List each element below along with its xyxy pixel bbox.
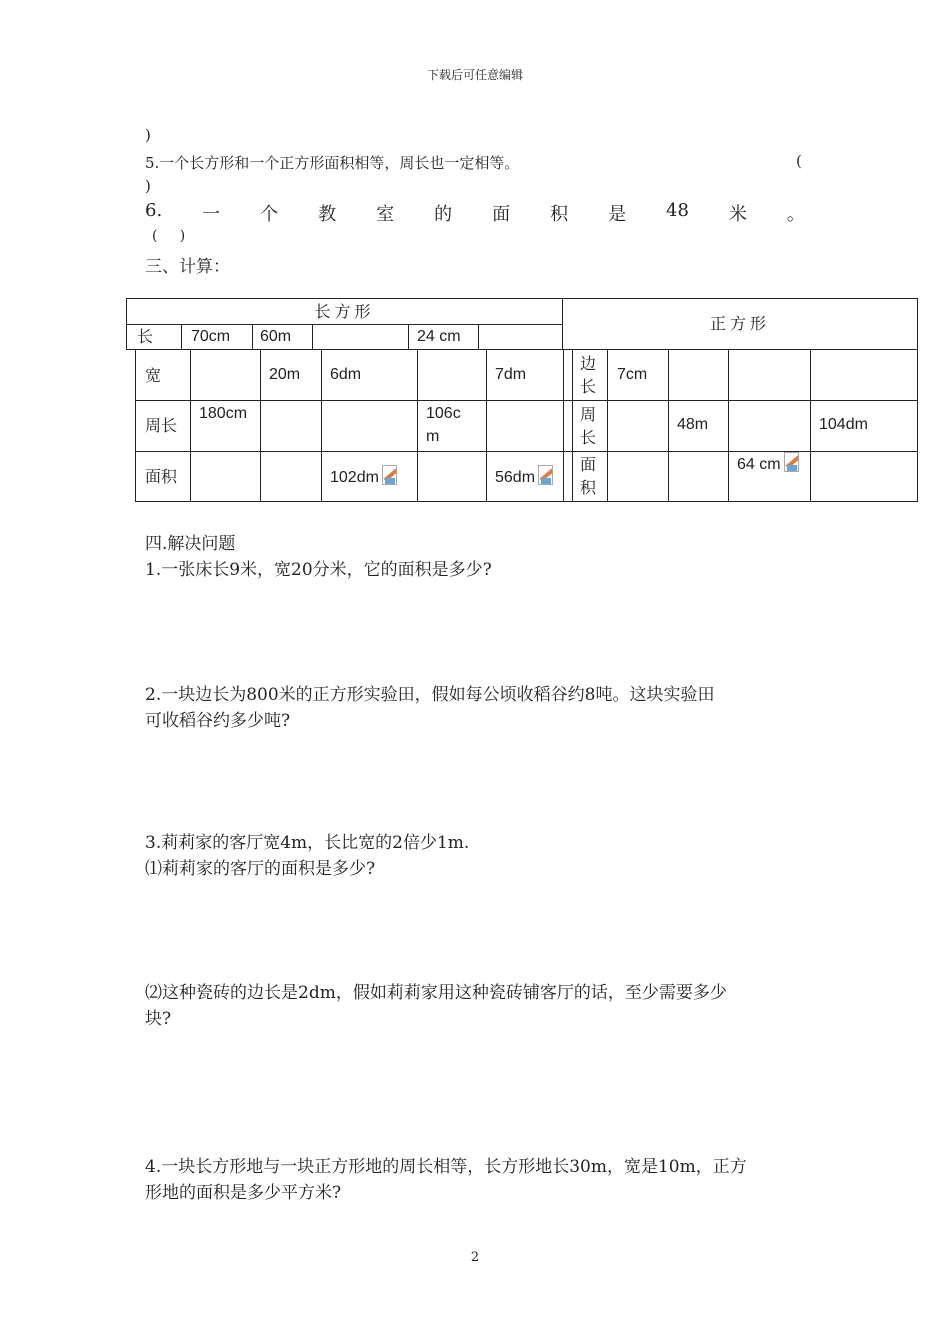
q6-paren: ( ) bbox=[152, 228, 186, 244]
problem-3: 3.莉莉家的客厅宽4m，长比宽的2倍少1m. bbox=[145, 833, 470, 853]
problem-1: 1.一张床长9米，宽20分米，它的面积是多少? bbox=[145, 560, 492, 580]
area-cell bbox=[495, 465, 553, 489]
problem-3-part2-line2: 块? bbox=[145, 1009, 172, 1029]
q6-word: 一 bbox=[202, 204, 221, 225]
area-value: 102dm bbox=[330, 469, 379, 486]
q6-word: 积 bbox=[550, 204, 569, 225]
q6-word: 个 bbox=[260, 204, 279, 225]
section3-title: 三、计算： bbox=[145, 257, 230, 277]
problem-4-line2: 形地的面积是多少平方米? bbox=[145, 1183, 342, 1203]
q6-word: 的 bbox=[434, 204, 453, 225]
problem-4-line1: 4.一块长方形地与一块正方形地的周长相等，长方形地长30m，宽是10m，正方 bbox=[145, 1157, 747, 1177]
q6-word: 教 bbox=[318, 204, 337, 225]
problem-3-part2-line1: ⑵这种瓷砖的边长是2dm，假如莉莉家用这种瓷砖铺客厅的话，至少需要多少 bbox=[145, 983, 727, 1003]
q6-word: 48 bbox=[666, 200, 689, 221]
q6-word: 。 bbox=[786, 204, 805, 225]
sq-per-cell: 104dm bbox=[819, 416, 868, 433]
row-label-length: 长 bbox=[137, 327, 154, 346]
page-number: 2 bbox=[470, 1250, 480, 1265]
q6-word: 室 bbox=[376, 204, 395, 225]
per-cell: 180cm bbox=[199, 405, 248, 422]
problem-2-line1: 2.一块边长为800米的正方形实验田，假如每公顷收稻谷约8吨。这块实验田 bbox=[145, 685, 715, 705]
row-label-sq-perimeter: 周长 bbox=[580, 405, 597, 447]
sq-per-cell: 48m bbox=[677, 416, 709, 433]
q5-paren-open: ( bbox=[796, 152, 802, 170]
area-cell bbox=[330, 465, 397, 489]
q6-word: 是 bbox=[608, 204, 627, 225]
row-label-sq-area: 面积 bbox=[580, 455, 597, 497]
q6-text bbox=[145, 200, 805, 226]
row-label-perimeter: 周长 bbox=[145, 416, 178, 435]
side-cell: 7cm bbox=[617, 366, 648, 383]
row-label-width: 宽 bbox=[145, 366, 162, 385]
len-cell: 24 cm bbox=[417, 328, 461, 345]
q5-text: 5.一个长方形和一个正方形面积相等，周长也一定相等。 bbox=[145, 154, 520, 172]
problem-3-part1: ⑴莉莉家的客厅的面积是多少? bbox=[145, 859, 376, 879]
area-value: 56dm bbox=[495, 469, 536, 486]
wid-cell: 20m bbox=[269, 366, 301, 383]
row-label-side: 边长 bbox=[580, 354, 597, 396]
q6-word: 面 bbox=[492, 204, 511, 225]
row-label-area: 面积 bbox=[145, 467, 178, 486]
broken-image-icon bbox=[538, 465, 553, 485]
len-cell: 60m bbox=[260, 328, 292, 345]
q4-paren-close: ) bbox=[145, 126, 151, 144]
problem-2-line2: 可收稻谷约多少吨? bbox=[145, 711, 291, 731]
wid-cell: 7dm bbox=[495, 366, 527, 383]
len-cell: 70cm bbox=[191, 328, 231, 345]
section4-title: 四.解决问题 bbox=[145, 534, 236, 554]
q6-word: 6. bbox=[145, 200, 163, 221]
per-cell: 106cm bbox=[426, 405, 461, 445]
page-header: 下载后可任意编辑 bbox=[426, 68, 523, 82]
sq-area-cell bbox=[737, 452, 799, 476]
square-header: 正方形 bbox=[709, 314, 770, 333]
broken-image-icon bbox=[382, 465, 397, 485]
area-value: 64 cm bbox=[737, 456, 781, 473]
q6-word: 米 bbox=[728, 204, 747, 225]
q5-paren-close: ) bbox=[145, 177, 151, 195]
rect-header: 长方形 bbox=[314, 302, 375, 321]
wid-cell: 6dm bbox=[330, 366, 362, 383]
broken-image-icon bbox=[784, 452, 799, 472]
